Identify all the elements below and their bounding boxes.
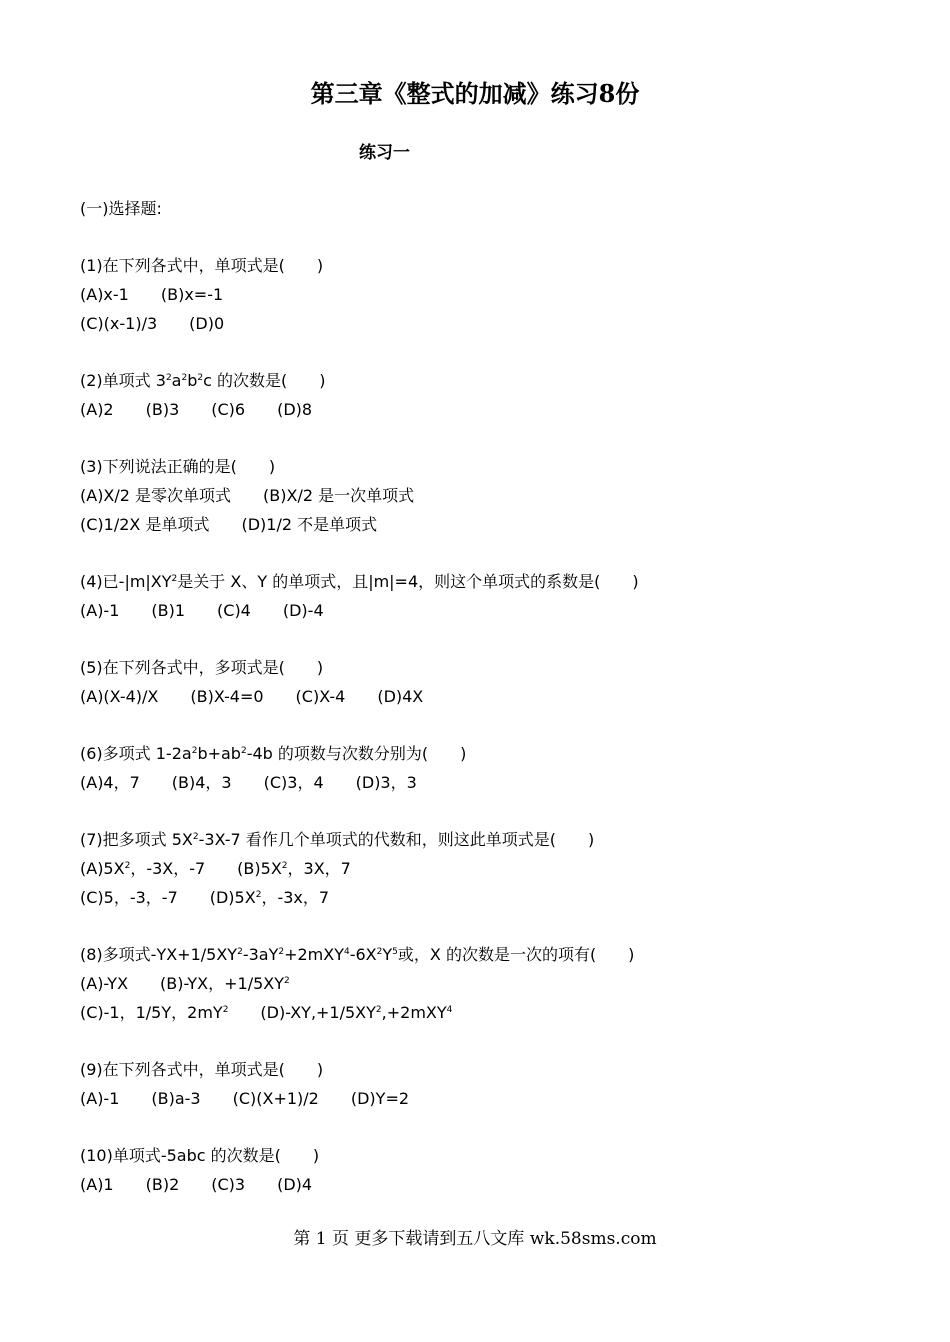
page-footer: 第 1 页 更多下载请到五八文库 wk.58sms.com	[293, 1229, 657, 1249]
question-4-options: (A)-1 (B)1 (C)4 (D)-4	[80, 601, 324, 620]
question-10-options: (A)1 (B)2 (C)3 (D)4	[80, 1175, 313, 1194]
question-1-options-ab: (A)x-1 (B)x=-1	[80, 285, 224, 304]
question-3-options-ab: (A)X/2 是零次单项式 (B)X/2 是一次单项式	[80, 486, 415, 505]
question-6-options: (A)4，7 (B)4，3 (C)3，4 (D)3，3	[80, 773, 417, 792]
question-5-stem: (5)在下列各式中，多项式是( )	[80, 658, 324, 677]
question-8-options-cd: (C)-1，1/5Y，$2mY^2$ $(D)-XY,+1/5XY^2,+2mXY^4$	[80, 1003, 453, 1022]
question-9-options: (A)-1 (B)a-3 (C)(X+1)/2 (D)Y=2	[80, 1089, 410, 1108]
question-9-stem: (9)在下列各式中，单项式是( )	[80, 1060, 324, 1079]
question-1-stem: (1)在下列各式中，单项式是( )	[80, 256, 324, 275]
question-8-stem: (8)多项式$-YX+1/5XY^2-3aY^2+2mXY^4-6X^2Y^5$或，X 的次数是一次的项有( )	[80, 945, 635, 964]
question-6-stem: (6)多项式 $1-2a^2b+ab^2-4b$ 的项数与次数分别为( )	[80, 744, 467, 763]
question-2-options: (A)2 (B)3 (C)6 (D)8	[80, 400, 313, 419]
question-4-stem: (4)已$-|m|XY^2$是关于 X、Y 的单项式，且|m|=4，则这个单项式的系数是( )	[80, 572, 639, 591]
exercise-subtitle: 练习一	[359, 143, 410, 163]
document-title: 第三章《整式的加减》练习8份	[310, 79, 640, 108]
question-7-options-cd: (C)5，-3，-7 $(D)5X^2$，-3x，7	[80, 888, 330, 907]
question-7-options-ab: $(A)5X^2$，-3X，-7 $(B)5X^2$，3X，7	[80, 859, 351, 878]
question-3-stem: (3)下列说法正确的是( )	[80, 457, 276, 476]
question-5-options: (A)(X-4)/X (B)X-4=0 (C)X-4 (D)4X	[80, 687, 424, 706]
question-10-stem: (10)单项式-5abc 的次数是( )	[80, 1146, 320, 1165]
question-8-options-ab: (A)-YX (B)-YX，$+1/5XY^2$	[80, 974, 290, 993]
question-2-stem: (2)单项式 $3^2a^2b^2c$ 的次数是( )	[80, 371, 326, 390]
question-3-options-cd: (C)1/2X 是单项式 (D)1/2 不是单项式	[80, 515, 378, 534]
question-7-stem: (7)把多项式 $5X^2-3X-7$ 看作几个单项式的代数和，则这此单项式是( )	[80, 830, 595, 849]
section-heading: (一)选择题:	[80, 199, 162, 218]
question-1-options-cd: (C)(x-1)/3 (D)0	[80, 314, 225, 333]
